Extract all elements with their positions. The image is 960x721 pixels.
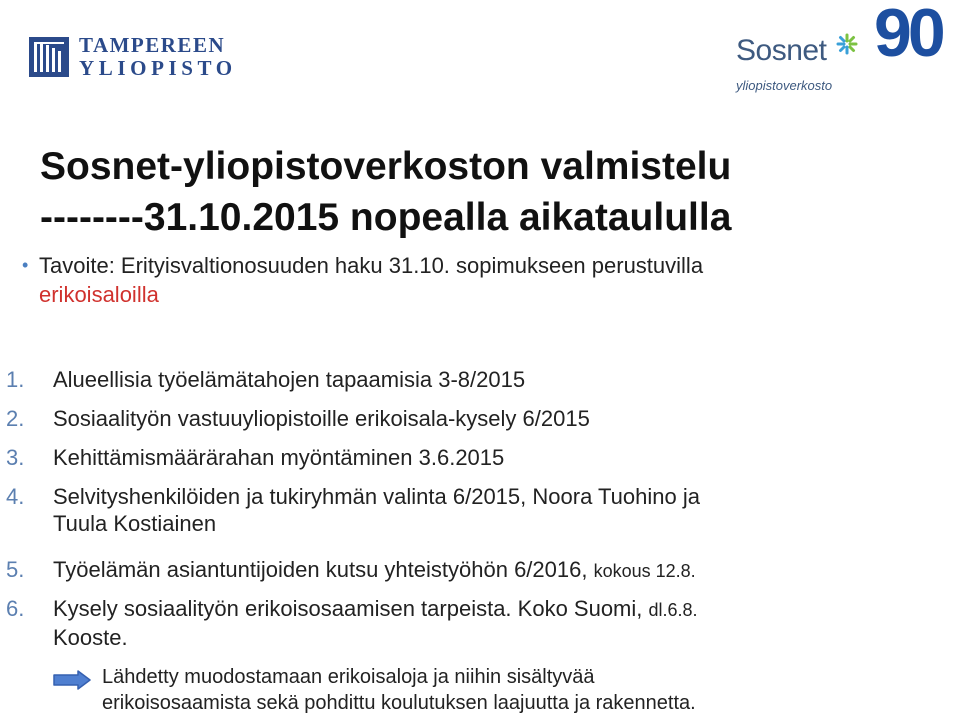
snowflake-icon [836, 33, 858, 55]
grid-emblem-icon [29, 37, 69, 77]
sosnet-logo [736, 30, 860, 94]
university-name [79, 35, 237, 79]
bullet-dot-icon: • [22, 255, 29, 275]
list-item-main: Kysely sosiaalityön erikoisosaamisen tarpeista. Koko Suomi, [53, 596, 649, 621]
list-item-line2: Tuula Kostiainen [53, 511, 217, 536]
list-item-small: kokous 12.8. [593, 561, 696, 581]
goal-text: Tavoite: Erityisvaltionosuuden haku 31.10. sopimukseen perustuvilla [39, 253, 704, 278]
university-logo [29, 35, 237, 79]
list-item-number: 6. [6, 596, 25, 621]
university-name-line1: TAMPEREEN [79, 33, 226, 57]
list-item-text: Sosiaalityön vastuuyliopistoille erikoisala-kysely 6/2015 [53, 406, 590, 431]
result-line2: erikoisosaamista sekä pohdittu koulutuksen laajuutta ja rakennetta. [102, 692, 696, 714]
goal-text-block [39, 251, 899, 309]
list-item-text [53, 556, 933, 585]
right-arrow-icon [53, 670, 91, 690]
list-item-number: 1. [6, 367, 25, 392]
slide-title [40, 141, 940, 243]
list-item-text: Alueellisia työelämätahojen tapaamisia 3-8/2015 [53, 367, 526, 392]
list-item-text [53, 595, 933, 651]
list-item-text: Kehittämismäärärahan myöntäminen 3.6.2015 [53, 445, 505, 470]
list-item-number: 4. [6, 484, 25, 509]
list-item-main: Työelämän asiantuntijoiden kutsu yhteistyöhön 6/2016, [53, 557, 594, 582]
anniversary-number: 90 [874, 0, 942, 71]
list-item-line1: Selvityshenkilöiden ja tukiryhmän valinta 6/2015, Noora Tuohino ja [53, 484, 700, 509]
list-item-text [53, 483, 933, 537]
goal-highlight: erikoisaloilla [39, 282, 159, 307]
network-subtitle: yliopistoverkosto [736, 78, 833, 93]
slide-title-line2: --------31.10.2015 nopealla aikataululla [40, 196, 732, 239]
slide-title-line1: Sosnet-yliopistoverkoston valmistelu [40, 145, 732, 188]
list-item-number: 2. [6, 406, 25, 431]
list-item-small: dl.6.8. [648, 600, 698, 620]
result-line1: Lähdetty muodostamaan erikoisaloja ja niihin sisältyvää [102, 666, 595, 688]
result-text [102, 664, 942, 716]
list-item-line2: Kooste. [53, 625, 128, 650]
university-name-line2: YLIOPISTO [79, 56, 237, 80]
list-item-number: 5. [6, 557, 25, 582]
list-item-number: 3. [6, 445, 25, 470]
network-name: Sosnet [736, 34, 827, 67]
